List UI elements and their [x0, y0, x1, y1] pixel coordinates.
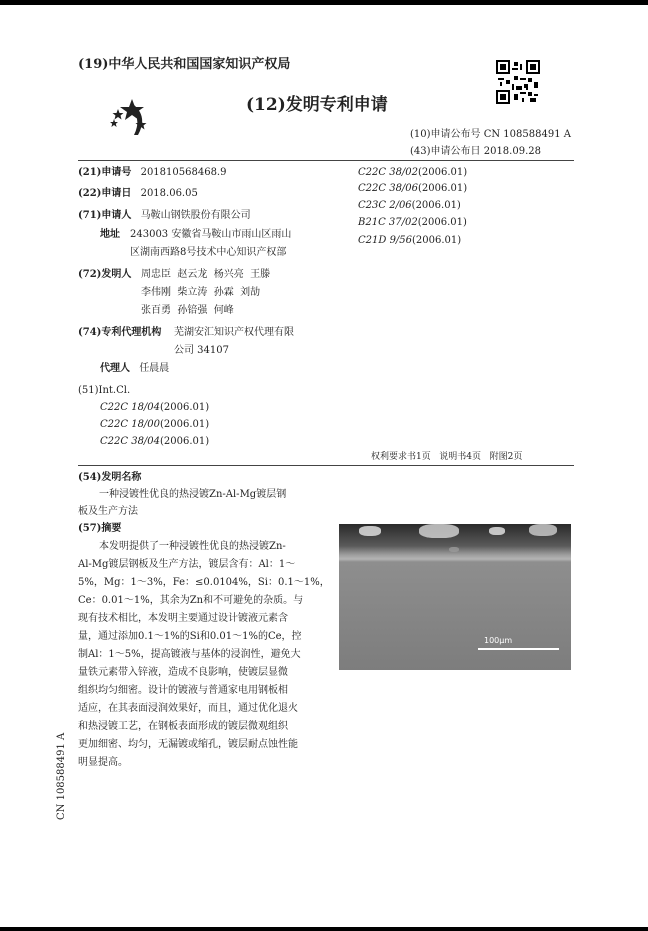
classification-code: C23C 2/06 — [358, 200, 412, 211]
classification-version: (2006.01) — [411, 200, 461, 211]
classification-item — [358, 216, 467, 230]
invention-title-line-1: 一种浸镀性优良的热浸镀Zn-Al-Mg镀层钢 — [99, 489, 287, 500]
classification-version: (2006.01) — [418, 167, 468, 178]
publication-date-label: (43)申请公布日 — [410, 146, 481, 157]
agent-label: 代理人 — [100, 363, 130, 374]
intcl-item — [100, 418, 209, 432]
abstract-line: 组织均匀细密。设计的镀液与普通家电用钢板相 — [78, 685, 288, 696]
intcl-label: (51)Int.Cl. — [78, 385, 131, 396]
biblio-divider — [78, 465, 574, 466]
abstract-line: 和热浸镀工艺，在钢板表面形成的镀层微观组织 — [78, 721, 288, 732]
address-line-2: 区湖南西路8号技术中心知识产权部 — [130, 247, 287, 258]
header-divider — [78, 160, 574, 161]
inventor-line-3: 张百勇 孙锫强 何峰 — [141, 305, 234, 316]
abstract-line: 明显提高。 — [78, 757, 128, 768]
abstract-line: Ce：0.01～1%，其余为Zn和不可避免的杂质。与 — [78, 595, 304, 606]
abstract-line: 量铁元素带入锌液，造成不良影响，使镀层显微 — [78, 667, 288, 678]
filing-date-value: 2018.06.05 — [140, 188, 198, 199]
intcl-code: C22C 18/04 — [100, 402, 161, 413]
intcl-version: (2006.01) — [160, 402, 210, 413]
side-publication-number — [56, 732, 70, 820]
classification-version: (2006.01) — [412, 235, 462, 246]
inventor-line-1: 周忠臣 赵云龙 杨兴亮 王滕 — [141, 269, 271, 280]
application-number — [78, 166, 226, 180]
side-publication-number-text: CN 108588491 A — [56, 732, 67, 820]
classification-item — [358, 199, 461, 213]
publication-number — [410, 128, 571, 142]
applicant-value: 马鞍山钢铁股份有限公司 — [140, 210, 251, 221]
abstract-line: 适应，在其表面浸润效果好，而且，通过优化退火 — [78, 703, 298, 714]
office-name: (19)中华人民共和国国家知识产权局 — [78, 57, 291, 72]
micrograph-particle — [529, 524, 557, 536]
agent-value: 任晨晨 — [139, 363, 170, 374]
bottom-border — [0, 927, 648, 931]
applicant-label: (71)申请人 — [78, 210, 132, 221]
page-count-summary: 权利要求书1页 说明书4页 附图2页 — [371, 452, 523, 462]
applicant — [78, 209, 251, 223]
agency-label: (74)专利代理机构 — [78, 327, 162, 338]
agency-line-2: 公司 34107 — [174, 345, 229, 356]
application-number-value: 201810568468.9 — [140, 167, 227, 178]
classification-item — [358, 166, 467, 180]
intcl-version: (2006.01) — [160, 419, 210, 430]
classification-code: C22C 38/02 — [358, 167, 419, 178]
classification-item — [358, 182, 467, 196]
qr-code-icon — [496, 60, 540, 104]
address-line-1: 243003 安徽省马鞍山市雨山区雨山 — [130, 229, 292, 240]
address-label: 地址 — [100, 229, 120, 240]
agent — [100, 362, 169, 376]
scale-bar-label: 100μm — [484, 636, 513, 645]
intcl-version: (2006.01) — [160, 436, 210, 447]
classification-version: (2006.01) — [418, 183, 468, 194]
publication-number-label: (10)申请公布号 — [410, 129, 481, 140]
abstract-line: 制Al：1～5%，提高镀液与基体的浸润性，避免大 — [78, 649, 301, 660]
abstract-line: Al-Mg镀层钢板及生产方法，镀层含有：Al：1～ — [78, 559, 296, 570]
document-type: (12)发明专利申请 — [246, 95, 388, 115]
inventor-line-2: 李伟刚 柴立涛 孙霖 刘劼 — [141, 287, 261, 298]
filing-date-label: (22)申请日 — [78, 188, 132, 199]
inventor-label: (72)发明人 — [78, 269, 132, 280]
micrograph-particle — [359, 526, 381, 536]
top-border — [0, 0, 648, 5]
abstract-line: 5%，Mg：1～3%，Fe：≤0.0104%，Si：0.1～1%， — [78, 577, 330, 588]
filing-date — [78, 187, 198, 201]
abstract-line: 现有技术相比，本发明主要通过设计镀液元素含 — [78, 613, 288, 624]
scale-bar — [478, 648, 559, 650]
micrograph-particle — [489, 527, 505, 535]
classification-code: B21C 37/02 — [358, 217, 418, 228]
abstract-line: 本发明提供了一种浸镀性优良的热浸镀Zn- — [99, 541, 286, 552]
publication-date — [410, 145, 541, 159]
publication-number-value: CN 108588491 A — [483, 129, 571, 140]
intcl-item — [100, 401, 209, 415]
classification-version: (2006.01) — [417, 217, 467, 228]
abstract-label: (57)摘要 — [78, 523, 122, 534]
intcl-code: C22C 38/04 — [100, 436, 161, 447]
micrograph-image — [339, 524, 571, 670]
cnipa-emblem-icon — [104, 95, 156, 137]
invention-title-line-2: 板及生产方法 — [78, 506, 138, 517]
classification-code: C21D 9/56 — [358, 235, 413, 246]
application-number-label: (21)申请号 — [78, 167, 132, 178]
agency-line-1: 芜湖安汇知识产权代理有限 — [174, 327, 294, 338]
classification-code: C22C 38/06 — [358, 183, 419, 194]
classification-item — [358, 234, 461, 248]
publication-date-value: 2018.09.28 — [483, 146, 541, 157]
invention-title-label: (54)发明名称 — [78, 472, 142, 483]
abstract-line: 更加细密、均匀，无漏镀或缩孔，镀层耐点蚀性能 — [78, 739, 298, 750]
intcl-code: C22C 18/00 — [100, 419, 161, 430]
intcl-item — [100, 435, 209, 449]
abstract-line: 量，通过添加0.1～1%的Si和0.01～1%的Ce，控 — [78, 631, 302, 642]
micrograph-particle — [419, 524, 459, 538]
micrograph-particle — [449, 547, 459, 552]
